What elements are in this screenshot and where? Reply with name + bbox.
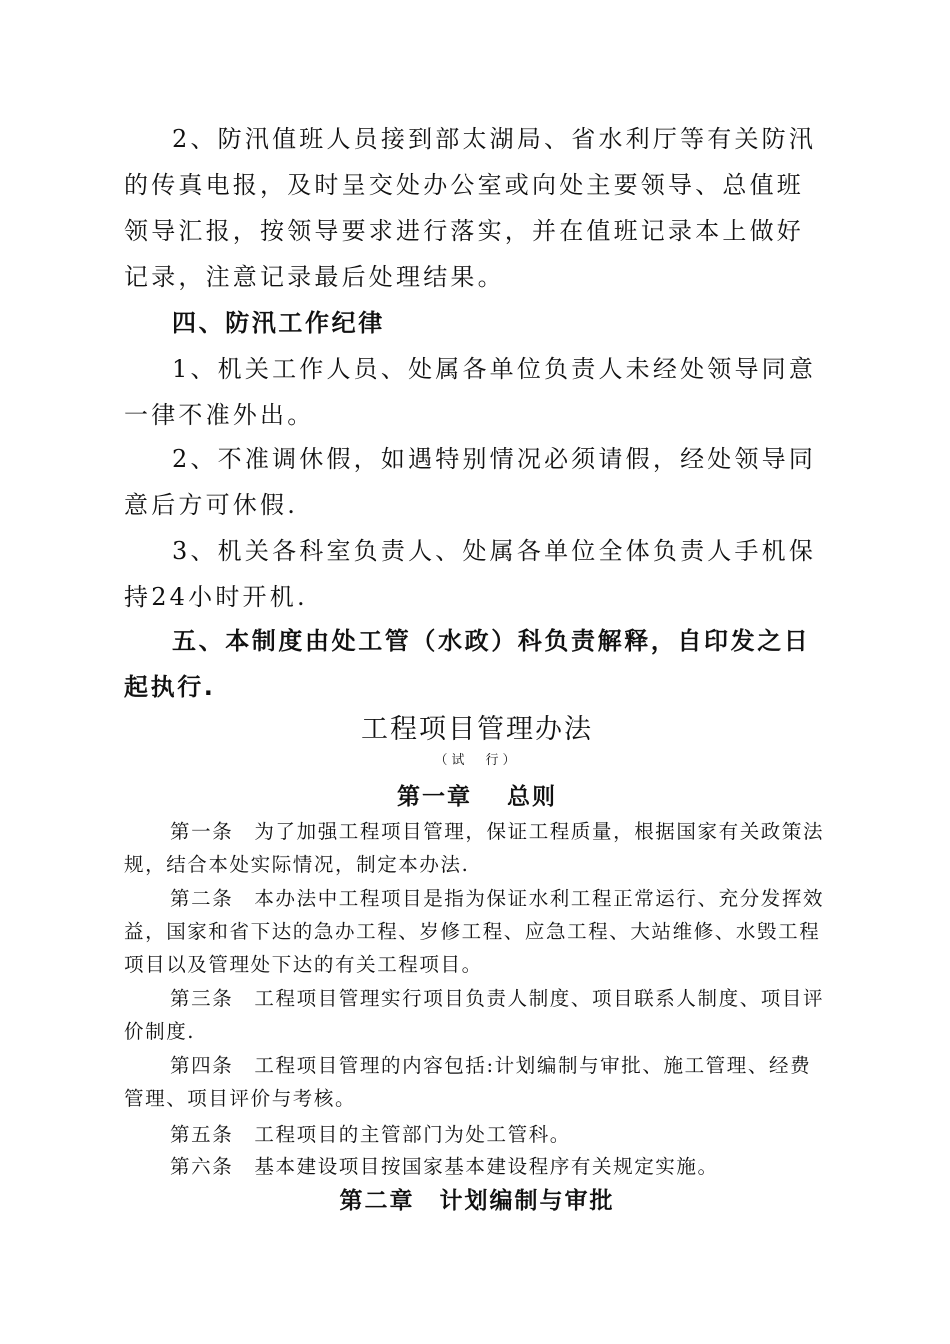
document-subtitle: （试 行） (434, 753, 520, 768)
article-5: 第五条 工程项目的主管部门为处工管科。 (170, 1123, 571, 1146)
article-4: 第四条 工程项目管理的内容包括:计划编制与审批、施工管理、经费管理、项目评价与考核。 (124, 1054, 812, 1110)
article-2: 第二条 本办法中工程项目是指为保证水利工程正常运行、充分发挥效益，国家和省下达的急办工程、岁修工程、应急工程、大站维修、水毁工程项目以及管理处下达的有关工程项目。 (124, 887, 825, 976)
paragraph-no-vacation: 2、不准调休假，如遇特别情况必须请假，经处领导同意后方可休假. (124, 445, 817, 519)
section-heading-discipline: 四、防汛工作纪律 (172, 309, 385, 337)
chapter-heading-general: 第一章 总则 (396, 784, 557, 810)
paragraph-interpretation: 五、本制度由处工管（水政）科负责解释，自印发之日起执行. (124, 627, 811, 701)
paragraph-no-leave: 1、机关工作人员、处属各单位负责人未经处领导同意一律不准外出。 (124, 355, 817, 429)
article-6: 第六条 基本建设项目按国家基本建设程序有关规定实施。 (170, 1155, 719, 1178)
chapter-heading-planning: 第二章 计划编制与审批 (339, 1188, 615, 1214)
article-3: 第三条 工程项目管理实行项目负责人制度、项目联系人制度、项目评价制度. (124, 987, 825, 1043)
article-1: 第一条 为了加强工程项目管理，保证工程质量，根据国家有关政策法规，结合本处实际情况，制定本办法. (124, 820, 825, 876)
paragraph-phone-on: 3、机关各科室负责人、处属各单位全体负责人手机保持24小时开机. (124, 537, 817, 611)
paragraph-duty-report: 2、防汛值班人员接到部太湖局、省水利厅等有关防汛的传真电报，及时呈交处办公室或向处主要领导、总值班领导汇报，按领导要求进行落实，并在值班记录本上做好记录，注意记录最后处理结果。 (124, 125, 817, 291)
document-title: 工程项目管理办法 (361, 714, 593, 745)
